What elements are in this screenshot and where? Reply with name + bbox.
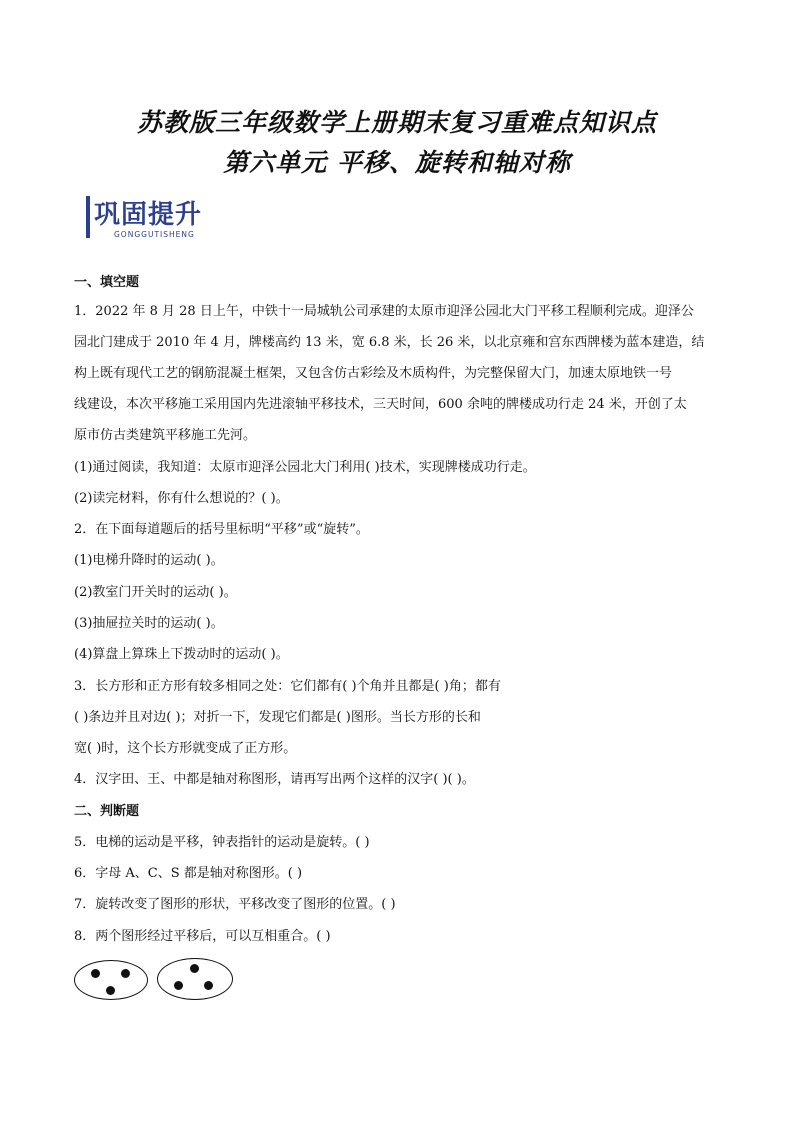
question-line: 原市仿古类建筑平移施工先河。	[74, 428, 257, 443]
page-title: 苏教版三年级数学上册期末复习重难点知识点	[136, 108, 657, 137]
section-heading-fill: 一、填空题	[74, 275, 140, 290]
question-line: (1)电梯升降时的运动( )。	[74, 553, 224, 568]
logo	[86, 194, 216, 244]
section-heading-judge: 二、判断题	[74, 804, 140, 819]
question-line: 宽( )时，这个长方形就变成了正方形。	[74, 741, 297, 756]
question-line: 6．字母 A、C、S 都是轴对称图形。( )	[74, 866, 303, 881]
question-line: (2)教室门开关时的运动( )。	[74, 585, 237, 600]
page-subtitle: 第六单元 平移、旋转和轴对称	[223, 148, 571, 177]
logo-subtext: GONGGUTISHENG	[114, 230, 195, 239]
question-line: (4)算盘上算珠上下拨动时的运动( )。	[74, 647, 289, 662]
question-line: 园北门建成于 2010 年 4 月，牌楼高约 13 米，宽 6.8 米，长 26 米，以北京雍和宫东西牌楼为蓝本建造，结	[74, 335, 705, 350]
dot	[121, 969, 130, 978]
question-line: 8．两个图形经过平移后，可以互相重合。( )	[74, 929, 331, 944]
ellipse-figure-left	[74, 960, 148, 1000]
question-line: 7．旋转改变了图形的形状，平移改变了图形的位置。( )	[74, 897, 396, 912]
question-line: 4．汉字田、王、中都是轴对称图形，请再写出两个这样的汉字( )( )。	[74, 772, 475, 787]
dot	[106, 986, 115, 995]
dot	[190, 964, 199, 973]
question-line: 1．2022 年 8 月 28 日上午，中铁十一局城轨公司承建的太原市迎泽公园北大门平移工程顺利完成。迎泽公	[74, 304, 694, 319]
question-line: (1)通过阅读，我知道：太原市迎泽公园北大门利用( )技术，实现牌楼成功行走。	[74, 460, 536, 475]
question-line: 2．在下面每道题后的括号里标明“平移”或“旋转”。	[74, 522, 369, 537]
logo-text: 巩固提升	[94, 200, 203, 230]
ellipse-figure-right	[157, 958, 233, 1000]
dot	[91, 969, 100, 978]
question-line: 线建设，本次平移施工采用国内先进滚轴平移技术，三天时间，600 余吨的牌楼成功行走 24 米，开创了太	[74, 397, 687, 412]
question-line: (3)抽屉拉关时的运动( )。	[74, 616, 224, 631]
question-line: ( )条边并且对边( )；对折一下，发现它们都是( )图形。当长方形的长和	[74, 710, 481, 725]
question-line: 5．电梯的运动是平移，钟表指针的运动是旋转。( )	[74, 835, 370, 850]
logo-bar	[86, 196, 90, 238]
question-line: 构上既有现代工艺的钢筋混凝土框架，又包含仿古彩绘及木质构件，为完整保留大门，加速太原地铁一号	[74, 366, 673, 381]
question-line: (2)读完材料，你有什么想说的？( )。	[74, 491, 289, 506]
dot	[174, 981, 183, 990]
dot	[204, 981, 213, 990]
question-line: 3．长方形和正方形有较多相同之处：它们都有( )个角并且都是( )角；都有	[74, 679, 501, 694]
